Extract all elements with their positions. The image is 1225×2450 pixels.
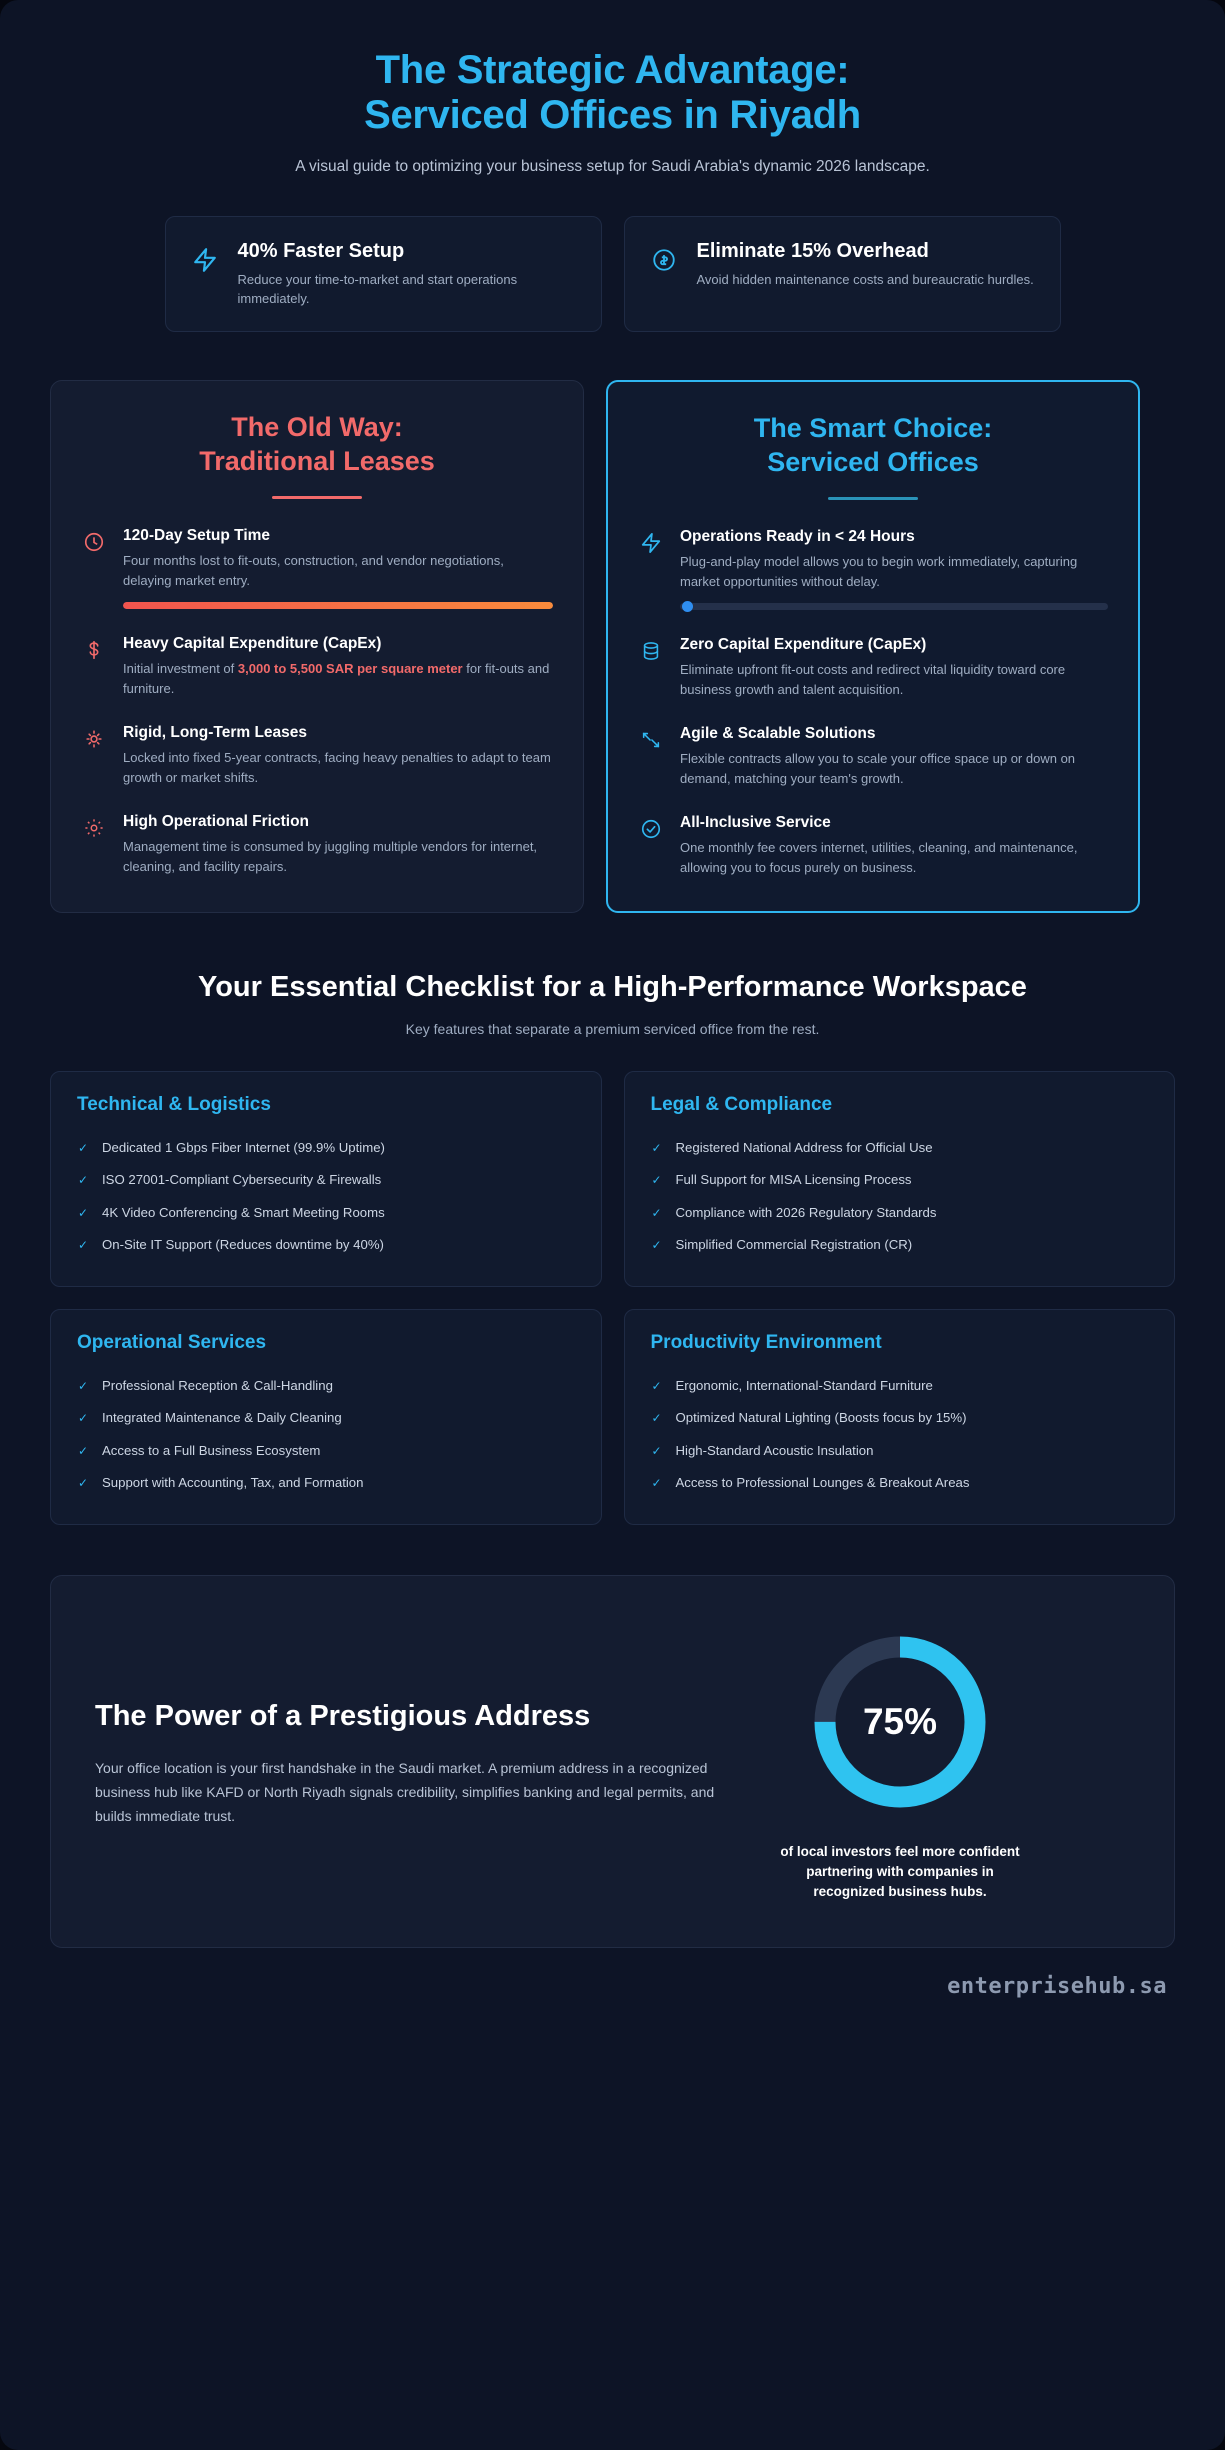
progress-bar-ready-time [680, 603, 1108, 610]
check-icon: ✓ [651, 1443, 662, 1458]
list-item [638, 636, 1108, 699]
list-item-label: On-Site IT Support (Reduces downtime by 40%) [102, 1237, 384, 1253]
checklist-card-title: Legal & Compliance [650, 1093, 833, 1115]
stat-description: Reduce your time-to-market and start operations immediately. [237, 272, 518, 306]
check-icon: ✓ [77, 1378, 89, 1393]
check-icon: ✓ [651, 1205, 662, 1220]
list-item-title: Zero Capital Expenditure (CapEx) [680, 636, 927, 654]
page-title [50, 48, 1175, 138]
check-icon: ✓ [651, 1411, 662, 1426]
check-icon: ✓ [77, 1173, 89, 1188]
list-item-description: Flexible contracts allow you to scale your office space up or down on demand, matching your team's growth. [680, 751, 1076, 786]
list-item-label: Integrated Maintenance & Daily Cleaning [102, 1410, 342, 1426]
desc-highlight: 3,000 to 5,500 SAR per square meter [237, 661, 463, 677]
panel-title [638, 412, 1108, 480]
check-icon: ✓ [77, 1443, 89, 1458]
checklist-card-legal [624, 1071, 1176, 1287]
list-item [77, 1435, 575, 1467]
prestige-body: Your office location is your first handshake in the Saudi market. A premium address in a recognized business hub like KAFD or North Riyadh signals credibility, simplifies banking and legal permits, and builds immediate trust. [95, 1760, 715, 1825]
panel-title-line2: Traditional Leases [199, 445, 435, 476]
desc-pre: Initial investment of [123, 661, 238, 677]
list-item-title: Agile & Scalable Solutions [680, 725, 876, 743]
checklist-subheading: Key features that separate a premium serviced office from the rest. [405, 1020, 820, 1037]
desc-post: for fit-outs and furniture. [123, 661, 550, 696]
footer [50, 1974, 1175, 1999]
list-item-label: Registered National Address for Official Use [675, 1139, 933, 1155]
brand-name: enterprisehub.sa [947, 1973, 1167, 1999]
cog-friction-icon [81, 815, 107, 841]
panel-title-line1: The Old Way: [231, 411, 403, 442]
checklist-card-productivity [624, 1309, 1176, 1525]
list-item-label: Optimized Natural Lighting (Boosts focus by 15%) [675, 1410, 967, 1426]
list-item-description: Locked into fixed 5-year contracts, facing heavy penalties to adapt to team growth or market shifts. [123, 750, 551, 785]
list-item [81, 635, 553, 698]
check-icon: ✓ [651, 1476, 662, 1491]
list-item [638, 814, 1108, 877]
database-icon [638, 638, 664, 664]
stat-title: Eliminate 15% Overhead [696, 240, 929, 263]
checklist-heading: Your Essential Checklist for a High-Performance Workspace [198, 971, 1027, 1004]
check-icon: ✓ [651, 1140, 662, 1155]
check-icon: ✓ [77, 1205, 89, 1220]
page-title-line2: Serviced Offices in Riyadh [364, 92, 861, 137]
checklist-header [50, 969, 1175, 1037]
panel-serviced-offices [606, 380, 1140, 914]
checklist-card-title: Technical & Logistics [77, 1093, 271, 1115]
list-item [81, 813, 553, 876]
list-item-label: 4K Video Conferencing & Smart Meeting Rooms [102, 1204, 385, 1220]
comparison-section [50, 380, 1175, 914]
donut-chart [802, 1624, 998, 1820]
list-item [638, 725, 1108, 788]
list-item-title: Rigid, Long-Term Leases [123, 724, 308, 742]
list-item-label: High-Standard Acoustic Insulation [675, 1442, 874, 1458]
list-item [638, 528, 1108, 610]
list-item-label: Access to Professional Lounges & Breakout Areas [675, 1475, 970, 1491]
list-item [77, 1370, 575, 1402]
check-icon: ✓ [77, 1411, 89, 1426]
prestige-text [95, 1698, 715, 1828]
page-subtitle: A visual guide to optimizing your business setup for Saudi Arabia's dynamic 2026 landscape. [295, 157, 930, 175]
list-item [77, 1132, 575, 1164]
list-item-title: All-Inclusive Service [680, 814, 831, 832]
list-item [77, 1229, 575, 1261]
lock-rigid-icon [81, 726, 107, 752]
check-icon: ✓ [77, 1238, 89, 1253]
stat-card-row [50, 216, 1175, 332]
list-item [651, 1435, 1149, 1467]
divider [828, 497, 918, 500]
donut-value: 75% [862, 1700, 938, 1742]
stat-title: 40% Faster Setup [237, 240, 405, 263]
list-item-label: Simplified Commercial Registration (CR) [675, 1237, 913, 1253]
check-icon: ✓ [77, 1476, 89, 1491]
list-item-description: Eliminate upfront fit-out costs and redirect vital liquidity toward core business growth and talent acquisition. [680, 662, 1066, 697]
stat-description: Avoid hidden maintenance costs and bureaucratic hurdles. [696, 272, 1034, 288]
list-item-label: Support with Accounting, Tax, and Formation [102, 1475, 364, 1491]
checklist-card-technical [50, 1071, 602, 1287]
list-item-description: Management time is consumed by juggling multiple vendors for internet, cleaning, and facility repairs. [123, 839, 538, 874]
panel-title-line1: The Smart Choice: [753, 412, 993, 443]
list-item-label: Access to a Full Business Ecosystem [102, 1442, 321, 1458]
checklist-card-operational [50, 1309, 602, 1525]
progress-bar-setup-time [123, 602, 553, 609]
list-item [651, 1370, 1149, 1402]
panel-title [81, 411, 553, 479]
list-item [77, 1164, 575, 1196]
checklist-card-title: Productivity Environment [650, 1331, 882, 1353]
resize-icon [638, 727, 664, 753]
dollar-icon [81, 637, 107, 663]
list-item [81, 527, 553, 609]
checklist-card-title: Operational Services [77, 1331, 267, 1353]
prestige-section [50, 1575, 1175, 1948]
check-icon: ✓ [651, 1238, 662, 1253]
prestige-stat [755, 1624, 1045, 1903]
stat-card [165, 216, 602, 332]
check-circle-icon [638, 816, 664, 842]
list-item-title: High Operational Friction [123, 813, 310, 831]
list-item [651, 1229, 1149, 1261]
check-icon: ✓ [651, 1378, 662, 1393]
check-icon: ✓ [77, 1140, 89, 1155]
list-item-description: Plug-and-play model allows you to begin work immediately, capturing market opportunities without delay. [680, 554, 1078, 589]
page-title-line1: The Strategic Advantage: [375, 48, 850, 92]
list-item-description: Four months lost to fit-outs, construction, and vendor negotiations, delaying market entry. [123, 553, 504, 588]
list-item-label: Professional Reception & Call-Handling [102, 1377, 333, 1393]
bolt-icon [638, 530, 664, 556]
donut-caption: of local investors feel more confident partnering with companies in recognized business hubs. [780, 1843, 1020, 1900]
list-item-description: One monthly fee covers internet, utilities, cleaning, and maintenance, allowing you to focus purely on business. [680, 840, 1078, 875]
list-item-title: Operations Ready in < 24 Hours [680, 528, 915, 546]
list-item-label: ISO 27001-Compliant Cybersecurity & Firewalls [102, 1172, 382, 1188]
panel-traditional-leases [50, 380, 584, 914]
divider [272, 496, 362, 499]
prestige-title: The Power of a Prestigious Address [95, 1699, 591, 1732]
list-item [77, 1402, 575, 1434]
stat-card [624, 216, 1061, 332]
header [50, 40, 1175, 178]
list-item-label: Ergonomic, International-Standard Furniture [675, 1377, 933, 1393]
list-item-description [123, 659, 553, 698]
check-icon: ✓ [651, 1173, 662, 1188]
list-item [651, 1132, 1149, 1164]
list-item-label: Compliance with 2026 Regulatory Standards [675, 1204, 937, 1220]
list-item [651, 1402, 1149, 1434]
clock-icon [81, 529, 107, 555]
list-item [651, 1197, 1149, 1229]
list-item-label: Dedicated 1 Gbps Fiber Internet (99.9% Uptime) [102, 1139, 385, 1155]
list-item [81, 724, 553, 787]
gear-dollar-icon [649, 245, 679, 275]
bolt-icon [190, 245, 220, 275]
checklist-grid [50, 1071, 1175, 1525]
list-item-label: Full Support for MISA Licensing Process [675, 1172, 912, 1188]
list-item [651, 1164, 1149, 1196]
list-item [651, 1467, 1149, 1499]
list-item-title: Heavy Capital Expenditure (CapEx) [123, 635, 382, 653]
panel-title-line2: Serviced Offices [767, 446, 979, 477]
list-item [77, 1197, 575, 1229]
list-item [77, 1467, 575, 1499]
list-item-title: 120-Day Setup Time [123, 527, 271, 545]
